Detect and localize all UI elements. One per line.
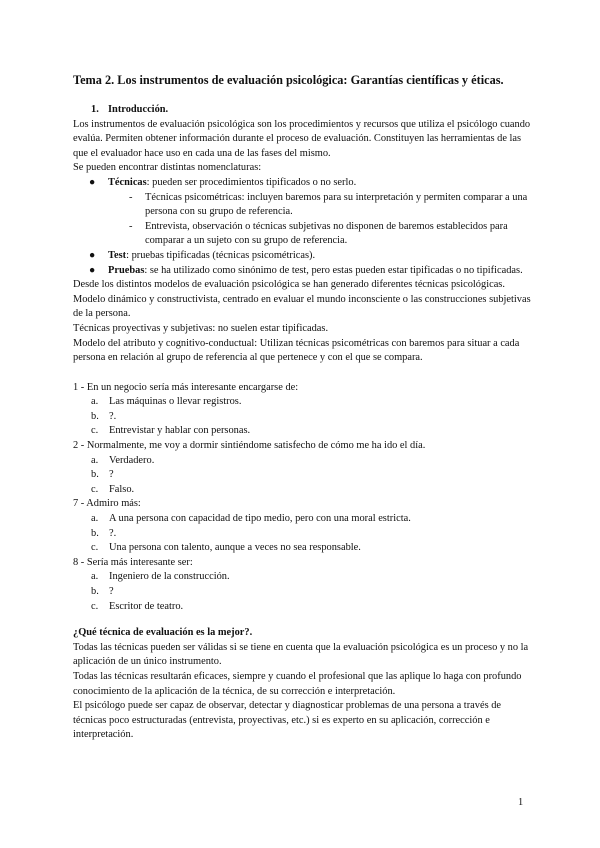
bullet-icon: ●: [89, 264, 96, 276]
question-option: c. Falso.: [91, 483, 135, 495]
question-option: b. ?.: [91, 410, 117, 422]
best-paragraph-3: El psicólogo puede ser capaz de observar, detectar y diagnosticar problemas de una persona a través de técnicas poco estructuradas (entrevista, proyectivas, etc.) si es experto en su aplicación, corrección e interpretación.: [73, 700, 502, 741]
question-option: b. ?.: [91, 527, 117, 539]
bullet-icon: ●: [89, 249, 96, 261]
bullet-item-tecnicas: ● Técnicas: pueden ser procedimientos tipificados o no serlo.: [73, 176, 533, 191]
question-option: c. Entrevistar y hablar con personas.: [91, 425, 251, 437]
sub-item-psicometricas: - Técnicas psicométricas: incluyen baremos para su interpretación y permiten comparar a una persona con su grupo de referencia.: [129, 191, 528, 218]
document-title: Tema 2. Los instrumentos de evaluación psicológica: Garantías científicas y éticas.: [73, 73, 504, 87]
question-option: a. Verdadero.: [91, 454, 155, 466]
section-heading-introduccion: 1. Introducción.: [91, 104, 169, 115]
intro-paragraph-5: Modelo del atributo y cognitivo-conductual: Utilizan técnicas psicométricas con baremos para situar a cada persona en relación al grupo de referencia al que pertenece y con el que se compara.: [73, 337, 520, 364]
question-text: 1 - En un negocio sería más interesante encargarse de:: [73, 381, 299, 393]
bullet-icon: ●: [89, 176, 96, 188]
best-paragraph-1: Todas las técnicas pueden ser válidas si se tiene en cuenta que la evaluación psicológica es un proceso y no la aplicación de un único instrumento.: [73, 641, 529, 668]
intro-paragraph-2: Se pueden encontrar distintas nomenclaturas:: [73, 162, 262, 174]
dash-icon: -: [129, 220, 133, 232]
question-option: c. Una persona con talento, aunque a veces no sea responsable.: [91, 542, 361, 554]
intro-paragraph-3: Desde los distintos modelos de evaluación psicológica se han generado diferentes técnicas psicológicas. Modelo dinámico y constructivista, centrado en evaluar el mundo inconsciente o las construcciones subjetivas de la persona.: [73, 279, 531, 320]
page-number: 1: [518, 797, 524, 808]
section-heading-mejor-tecnica: ¿Qué técnica de evaluación es la mejor?.: [73, 627, 253, 639]
question-text: 8 - Sería más interesante ser:: [73, 556, 193, 568]
bullet-item-test: ● Test: pruebas tipificadas (técnicas psicométricas).: [73, 249, 533, 264]
bullet-item-pruebas: ● Pruebas: se ha utilizado como sinónimo de test, pero estas pueden estar tipificadas o no tipificadas.: [73, 264, 533, 279]
dash-icon: -: [129, 191, 133, 203]
question-text: 7 - Admiro más:: [73, 498, 141, 510]
document-body: [73, 103, 533, 743]
intro-paragraph-1: Los instrumentos de evaluación psicológica son los procedimientos y recursos que utiliza el psicólogo cuando evalúa. Permiten obtener información durante el proceso de evaluación. Constituyen las herramientas de las que el evaluador hace uso en cada una de las fases del mismo.: [73, 118, 531, 159]
question-option: b. ?: [91, 469, 114, 481]
intro-paragraph-4: Técnicas proyectivas y subjetivas: no suelen estar tipificadas.: [73, 322, 329, 334]
question-text: 2 - Normalmente, me voy a dormir sintiéndome satisfecho de cómo me ha ido el día.: [73, 440, 426, 452]
question-list: [73, 381, 533, 615]
question-option: a. Las máquinas o llevar registros.: [91, 396, 242, 408]
question-option: b. ?: [91, 586, 114, 597]
best-paragraph-2: Todas las técnicas resultarán eficaces, siempre y cuando el profesional que las aplique lo haga con profundo conocimiento de la aplicación de la técnica, de su corrección e interpretación.: [73, 670, 522, 697]
question-option: a. A una persona con capacidad de tipo medio, pero con una moral estricta.: [91, 513, 411, 525]
sub-item-subjetivas: - Entrevista, observación o técnicas subjetivas no disponen de baremos establecidos para comparar a un sujeto con su grupo de referencia.: [129, 220, 508, 247]
question-option: c. Escritor de teatro.: [91, 600, 184, 612]
question-option: a. Ingeniero de la construcción.: [91, 571, 230, 583]
